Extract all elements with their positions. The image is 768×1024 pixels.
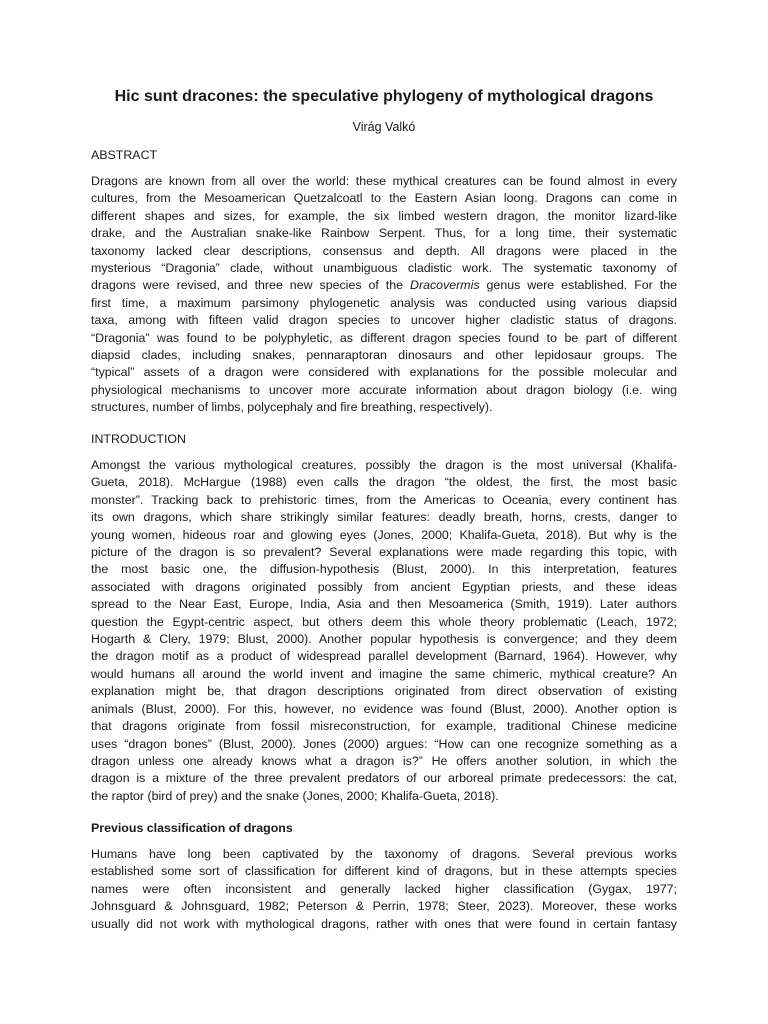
text-line: the most basic one, the diffusion-hypothesis (Blust, 2000). In this interpretation, features — [91, 562, 677, 577]
text-line: names were often inconsistent and generally lacked higher classification (Gygax, 1977; — [91, 881, 677, 896]
text-line: Johnsguard & Johnsguard, 1982; Peterson & Perrin, 1978; Steer, 2023). Moreover, these works — [91, 899, 677, 914]
text-line: first time, a maximum parsimony phylogenetic analysis was conducted using various diapsid — [91, 295, 677, 310]
text-line: drake, and the Australian snake-like Rainbow Serpent. Thus, for a long time, their systematic — [91, 226, 677, 241]
text-line: the dragon motif as a product of widespread parallel development (Barnard, 1964). However, why — [91, 649, 677, 664]
text-line: picture of the dragon is so prevalent? Several explanations were made regarding this topic, with — [91, 545, 677, 560]
text-line: usually did not work with mythological dragons, rather with ones that were found in certain fantasy — [91, 916, 677, 931]
introduction-heading: INTRODUCTION — [91, 432, 186, 446]
genus-name: Dracovermis — [410, 278, 480, 293]
text-line: the raptor (bird of prey) and the snake (Jones, 2000; Khalifa-Gueta, 2018). — [91, 788, 499, 803]
text-line: Gueta, 2018). McHargue (1988) even calls the dragon “the oldest, the first, the most basic — [91, 475, 677, 490]
text-line: established some sort of classification for different kind of dragons, but in these attempts species — [91, 864, 677, 879]
text-line: taxa, among with fifteen valid dragon species to uncover higher cladistic status of dragons. — [91, 313, 677, 328]
previous-classification-paragraph — [91, 846, 677, 933]
text-line: Dragons are known from all over the world: these mythical creatures can be found almost in every — [91, 174, 677, 188]
abstract-heading: ABSTRACT — [91, 148, 158, 162]
text-line: explanation might be, that dragon descriptions originated from direct observation of existing — [91, 684, 677, 699]
text-line: cultures, from the Mesoamerican Quetzalcoatl to the Eastern Asian loong. Dragons can come in — [91, 191, 677, 206]
text-line: animals (Blust, 2000). For this, however, no evidence was found (Blust, 2000). Another option is — [91, 701, 677, 716]
text-line: question the Egypt-centric aspect, but others deem this whole theory problematic (Leach, 1972; — [91, 614, 677, 629]
text-line: mysterious “Dragonia” clade, without unambiguous cladistic work. The systematic taxonomy of — [91, 261, 677, 276]
text-line: Humans have long been captivated by the taxonomy of dragons. Several previous works — [91, 847, 677, 861]
text-line: associated with dragons originated possibly from ancient Egyptian priests, and these ideas — [91, 579, 677, 594]
previous-classification-heading: Previous classification of dragons — [91, 821, 293, 835]
text-line: young women, hideous roar and glowing eyes (Jones, 2000; Khalifa-Gueta, 2018). But why is the — [91, 527, 677, 542]
abstract-paragraph — [91, 173, 677, 417]
text-line: physiological mechanisms to uncover more accurate information about dragon biology (i.e. wing — [91, 382, 677, 397]
text-line: spread to the Near East, Europe, India, Asia and then Mesoamerica (Smith, 1919). Later authors — [91, 597, 677, 612]
text-line: uses “dragon bones” (Blust, 2000). Jones (2000) argues: “How can one recognize something as a — [91, 736, 677, 751]
text-line: Amongst the various mythological creatures, possibly the dragon is the most universal (Khalifa- — [91, 458, 677, 472]
text-line: would humans all around the world invent and imagine the same chimeric, mythical creature? An — [91, 666, 677, 681]
text-line: dragon is a mixture of the three prevalent predators of our arboreal primate predecessors: the cat, — [91, 771, 677, 786]
text-line: monster”. Tracking back to prehistoric times, from the Americas to Oceania, every continent has — [91, 492, 677, 507]
text-line: that dragons originate from fossil misreconstruction, for example, traditional Chinese medicine — [91, 719, 677, 734]
text-line: different shapes and sizes, for example, the six limbed western dragon, the monitor lizard-like — [91, 208, 677, 223]
paper-title: Hic sunt dracones: the speculative phylogeny of mythological dragons — [114, 88, 654, 105]
text-line: structures, number of limbs, polycephaly and fire breathing, respectively). — [91, 400, 493, 415]
introduction-paragraph — [91, 457, 677, 805]
text-line: dragons were revised, and three new species of the Dracovermis genus were established. For the — [91, 278, 677, 293]
text-line: taxonomy lacked clear descriptions, consensus and depth. All dragons were placed in the — [91, 243, 677, 258]
text-line: its own dragons, which share strikingly similar features: deadly breath, horns, crests, danger to — [91, 510, 677, 525]
text-line: Hogarth & Clery, 1979; Blust, 2000). Another popular hypothesis is convergence; and they deem — [91, 632, 677, 647]
text-line: diapsid clades, including snakes, pennaraptoran dinosaurs and other lepidosaur groups. The — [91, 348, 677, 363]
author-name: Virág Valkó — [352, 120, 416, 134]
text-line: “Dragonia” was found to be polyphyletic, as different dragon species found to be part of different — [91, 330, 677, 345]
text-line: “typical” assets of a dragon were considered with explanations for the possible molecular and — [91, 365, 677, 380]
text-line: dragon unless one already knows what a dragon is?” He offers another solution, in which the — [91, 753, 677, 768]
